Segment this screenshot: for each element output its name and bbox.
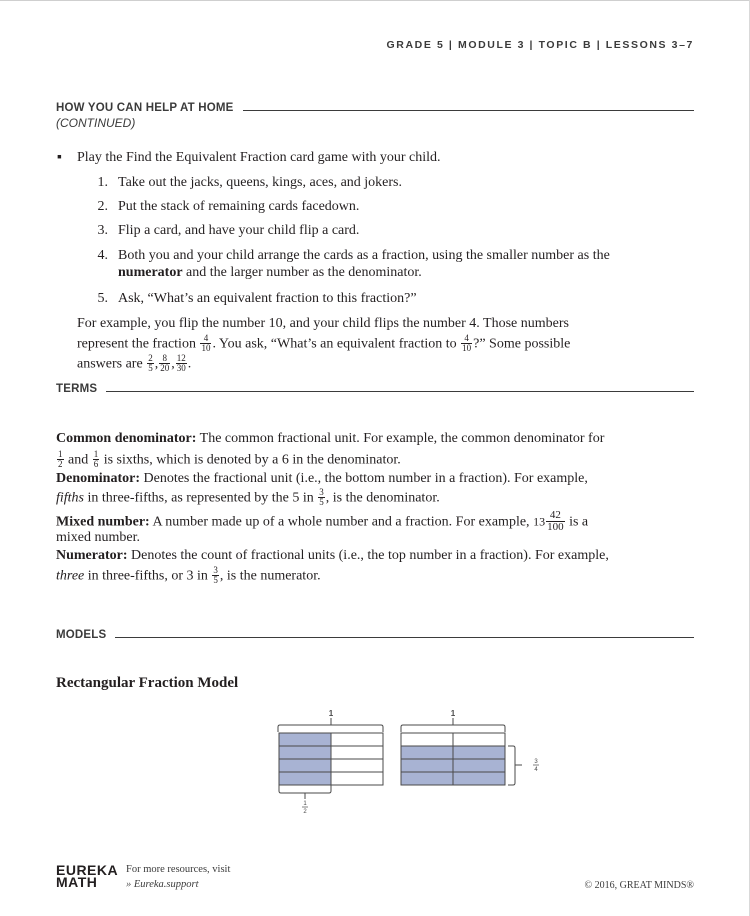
right-whole-label: 1 — [450, 709, 456, 718]
term-numerator-line-2 — [56, 567, 321, 586]
denominator: 10 — [201, 343, 211, 353]
term-definition: The common fractional unit. For example, the common denominator for — [196, 431, 605, 446]
denominator: 5 — [319, 497, 324, 507]
numerator: 12 — [176, 353, 186, 363]
fraction-8-20 — [159, 354, 170, 373]
numerator: 4 — [461, 334, 472, 344]
step-number: 2. — [97, 199, 108, 214]
step-text-continued — [118, 264, 422, 282]
denominator: 30 — [176, 363, 186, 373]
numerator: 3 — [213, 565, 218, 575]
fraction-42-100 — [546, 510, 565, 533]
term-label: Numerator: — [56, 548, 128, 563]
term-common-denominator-line-2 — [56, 451, 401, 470]
step-text: Ask, “What’s an equivalent fraction to this fraction?” — [118, 291, 417, 306]
example-text: represent the fraction — [77, 336, 196, 352]
numerator: 4 — [200, 334, 211, 344]
term-definition: , is the denominator. — [325, 490, 440, 506]
denominator: 2 — [58, 459, 63, 469]
term-numerator — [56, 547, 609, 565]
example-line-3: answers are $\frac{2}{5}$ , $\frac{8}{20}$ , $\frac{12}{30}$ . — [77, 353, 192, 373]
footer-resources-text: For more resources, visit — [126, 864, 231, 875]
half-label-denominator: 2 — [303, 809, 307, 815]
section-title: TERMS — [56, 383, 98, 395]
fraction-3-5 — [318, 488, 325, 507]
section-help-heading — [56, 102, 694, 114]
bullet-marker: ▪ — [57, 150, 62, 165]
example-line-1: For example, you flip the number 10, and your child flips the number 4. Those numbers — [77, 316, 569, 331]
eureka-math-logo — [56, 864, 118, 888]
numerator: 1 — [93, 449, 99, 459]
term-definition: in three-fifths, or 3 in — [84, 568, 208, 584]
step-text: Both you and your child arrange the cards as a fraction, using the smaller number as the — [118, 248, 610, 263]
three-quarters-numerator: 3 — [534, 759, 538, 765]
term-definition: Denotes the count of fractional units (i.e., the top number in a fraction). For example, — [127, 548, 609, 563]
step-number: 3. — [97, 223, 108, 238]
term-denominator — [56, 470, 588, 488]
section-rule — [115, 637, 694, 638]
footer-link[interactable]: » Eureka.support — [126, 879, 199, 890]
fraction-4-10 — [200, 334, 211, 353]
footer-copyright: © 2016, GREAT MINDS® — [584, 880, 694, 891]
term-numerator: numerator — [118, 265, 183, 280]
left-bottom-brace — [279, 785, 331, 793]
term-label: Denominator: — [56, 471, 140, 486]
fraction-4-10 — [461, 334, 472, 353]
logo-line-2: MATH — [56, 874, 98, 890]
right-top-brace — [401, 725, 505, 732]
section-models-heading — [56, 629, 694, 641]
fraction-1-2 — [57, 450, 64, 469]
step-text: Flip a card, and have your child flip a card. — [118, 223, 360, 238]
numerator: 8 — [159, 354, 170, 364]
rectangular-fraction-model — [270, 705, 550, 820]
mixed-whole: 13 — [533, 514, 546, 529]
denominator: 6 — [93, 459, 99, 469]
section-terms-heading — [56, 383, 694, 395]
term-definition: and — [68, 452, 89, 468]
example-text: answers are — [77, 356, 143, 372]
denominator: 100 — [547, 521, 564, 533]
fraction-1-6 — [93, 450, 100, 469]
section-subtitle: (CONTINUED) — [56, 116, 136, 130]
term-definition: Denotes the fractional unit (i.e., the bottom number in a fraction). For example, — [140, 471, 588, 486]
term-definition: is sixths, which is denoted by a 6 in the denominator. — [103, 452, 401, 468]
step-text: Take out the jacks, queens, kings, aces, and jokers. — [118, 175, 402, 190]
bullet-text: Play the Find the Equivalent Fraction card game with your child. — [77, 150, 441, 165]
fraction-12-30 — [176, 354, 187, 373]
step-number: 1. — [97, 175, 108, 190]
step-number: 5. — [97, 291, 108, 306]
half-label-numerator: 1 — [303, 801, 307, 807]
denominator: 5 — [213, 575, 218, 585]
term-definition: is a — [569, 514, 589, 530]
numerator: 1 — [58, 449, 63, 459]
right-side-brace — [508, 746, 515, 785]
breadcrumb: GRADE 5 | MODULE 3 | TOPIC B | LESSONS 3–7 — [386, 39, 694, 51]
section-title: MODELS — [56, 629, 107, 641]
term-definition: in three-fifths, as represented by the 5 in — [84, 490, 314, 506]
logo-line-1: EUREKA — [56, 862, 119, 878]
denominator: 20 — [160, 363, 170, 373]
term-label: Common denominator: — [56, 431, 197, 446]
numerator: 42 — [546, 510, 565, 522]
term-emphasis: three — [56, 568, 85, 584]
left-whole-label: 1 — [328, 709, 334, 718]
term-label: Mixed number: — [56, 514, 150, 530]
example-text: ?” Some possible — [473, 336, 571, 352]
term-denominator-line-2 — [56, 489, 440, 508]
term-mixed-number-line-2: mixed number. — [56, 530, 140, 545]
example-text: . You ask, “What’s an equivalent fraction to — [212, 336, 457, 352]
term-definition: A number made up of a whole number and a fraction. For example, — [149, 514, 530, 530]
example-line-2 — [77, 335, 570, 354]
denominator: 10 — [462, 343, 472, 353]
term-definition: , is the numerator. — [219, 568, 321, 584]
numerator: 3 — [319, 487, 324, 497]
section-rule — [243, 110, 694, 111]
step-number: 4. — [97, 248, 108, 263]
top-border — [0, 0, 750, 1]
left-top-brace — [278, 725, 383, 732]
section-title: HOW YOU CAN HELP AT HOME — [56, 102, 234, 114]
three-quarters-denominator: 4 — [534, 767, 538, 773]
model-title: Rectangular Fraction Model — [56, 675, 239, 691]
example-text: . — [187, 356, 192, 372]
fraction-2-5 — [147, 354, 154, 373]
fraction-3-5 — [212, 566, 219, 585]
term-common-denominator — [56, 430, 604, 448]
step-text: Put the stack of remaining cards facedown. — [118, 199, 360, 214]
denominator: 5 — [148, 363, 153, 373]
section-rule — [106, 391, 694, 392]
term-emphasis: fifths — [56, 490, 85, 506]
numerator: 2 — [148, 353, 153, 363]
step-text-rest: and the larger number as the denominator. — [182, 265, 422, 280]
